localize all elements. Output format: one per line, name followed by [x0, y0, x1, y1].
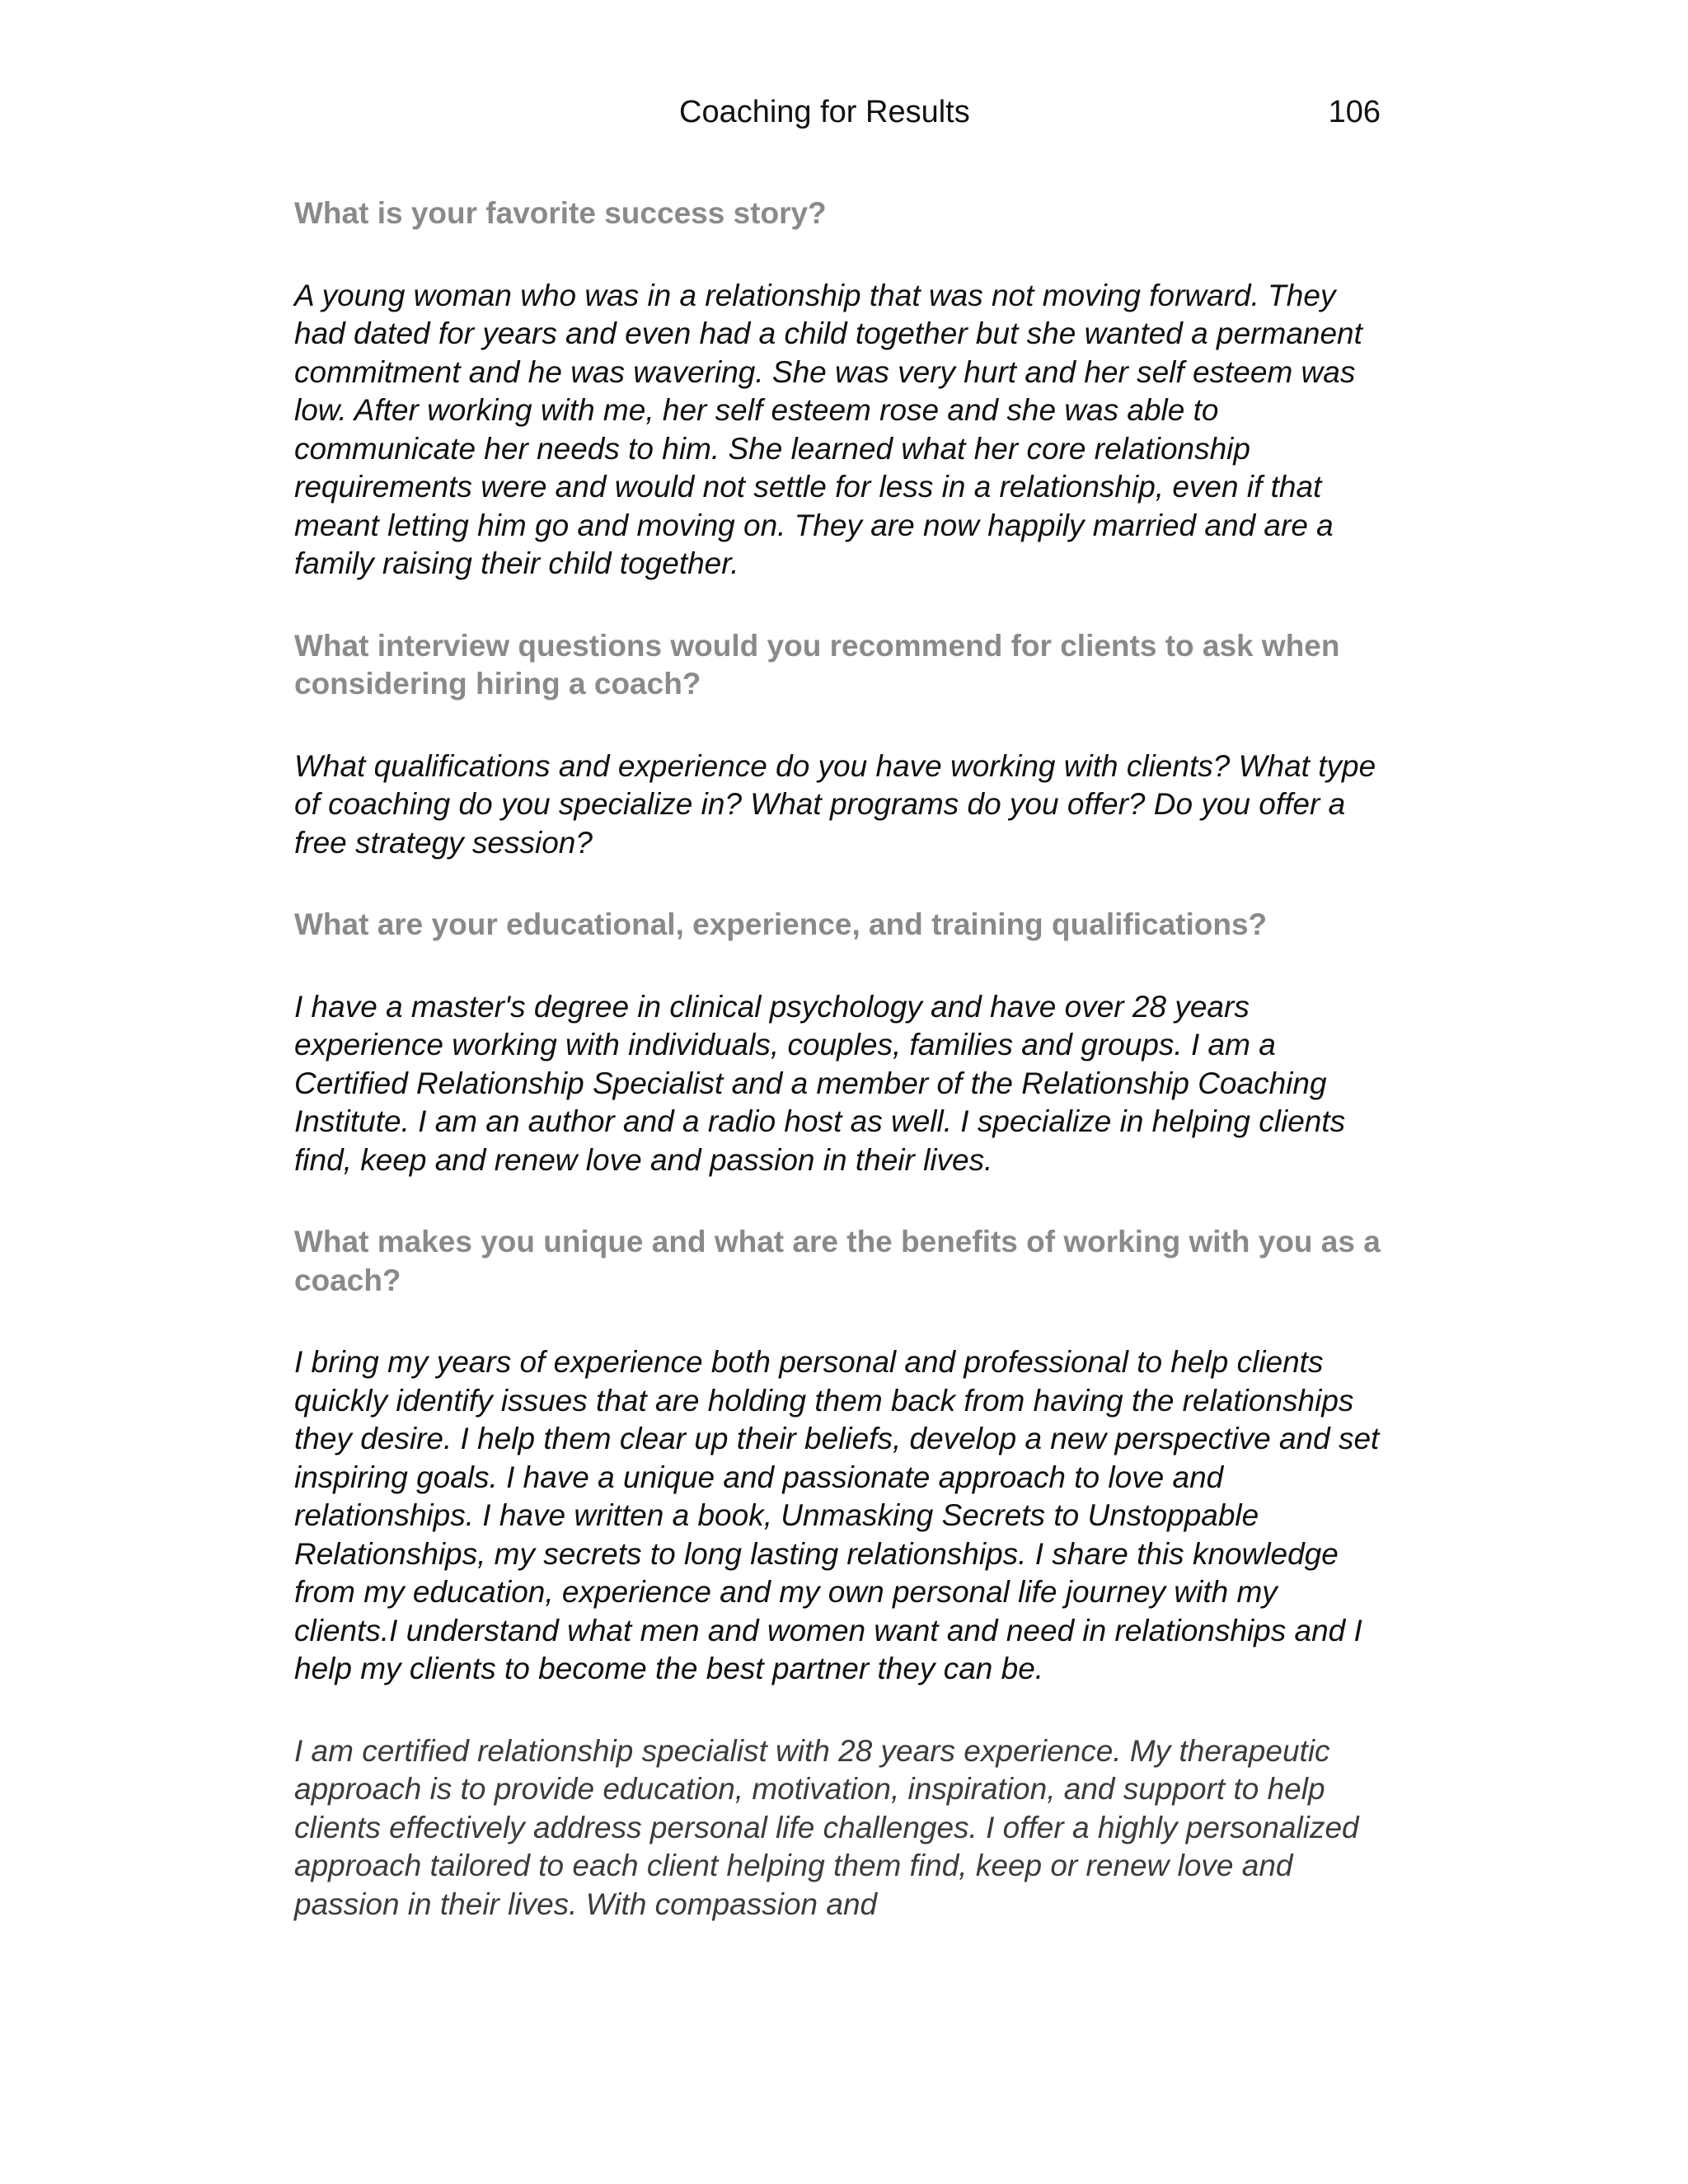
page-number: 106	[1328, 95, 1381, 129]
page-body	[294, 194, 1382, 1967]
answer-paragraph: I have a master's degree in clinical psychology and have over 28 years experience working with individuals, couples, families and groups. I am a Certified Relationship Specialist and a member of the Relationship Coaching Institute. I am an author and a radio host as well. I specialize in helping clients find, keep and renew love and passion in their lives.	[294, 989, 1346, 1177]
answer-paragraph-continued: I am certified relationship specialist with 28 years experience. My therapeutic approach is to provide education, motivation, inspiration, and support to help clients effectively address personal life challenges. I offer a highly personalized approach tailored to each client helping them find, keep or renew love and passion in their lives. With compassion and	[294, 1733, 1359, 1921]
question-heading: What makes you unique and what are the benefits of working with you as a coach?	[294, 1225, 1381, 1297]
answer-paragraph: A young woman who was in a relationship that was not moving forward. They had dated for years and even had a child together but she wanted a permanent commitment and he was wavering. She was very hurt and her self esteem was low. After working with me, her self esteem rose and she was able to communicate her needs to him. She learned what her core relationship requirements were and would not settle for less in a relationship, even if that meant letting him go and moving on. They are now happily married and are a family raising their child together.	[294, 278, 1362, 580]
answer-paragraph: I bring my years of experience both personal and professional to help clients quickly identify issues that are holding them back from having the relationships they desire. I help them clear up their beliefs, develop a new perspective and set inspiring goals. I have a unique and passionate approach to love and relationships. I have written a book, Unmasking Secrets to Unstoppable Relationships, my secrets to long lasting relationships. I share this knowledge from my education, experience and my own personal life journey with my clients.I understand what men and women want and need in relationships and I help my clients to become the best partner they can be.	[294, 1345, 1380, 1685]
question-heading: What interview questions would you recommend for clients to ask when considering hiring a coach?	[294, 628, 1340, 701]
running-title: Coaching for Results	[679, 95, 970, 129]
question-heading: What is your favorite success story?	[294, 196, 827, 230]
answer-paragraph: What qualifications and experience do you have working with clients? What type of coaching do you specialize in? What programs do you offer? Do you offer a free strategy session?	[294, 748, 1376, 860]
question-heading: What are your educational, experience, and training qualifications?	[294, 907, 1268, 941]
